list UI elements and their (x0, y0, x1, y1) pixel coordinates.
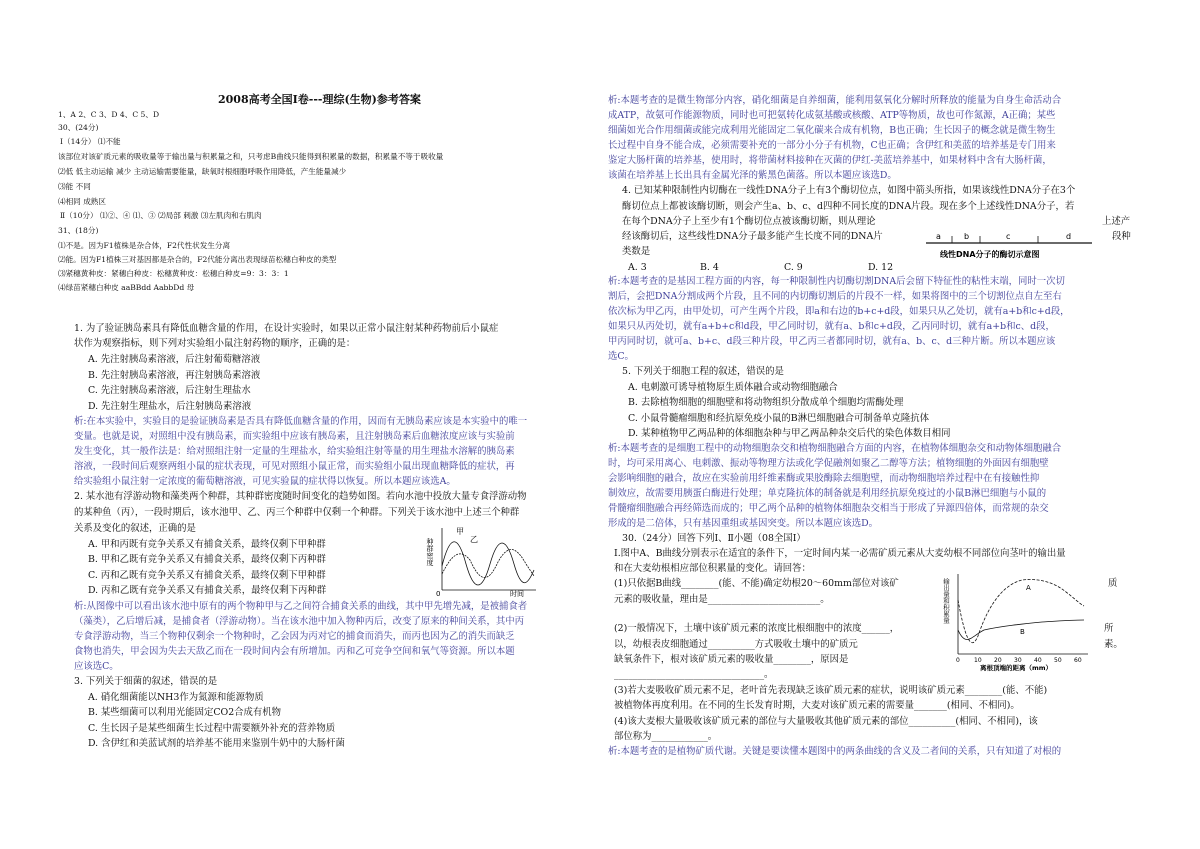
question-line: 被植物体再度利用。在不同的生长发育时期，大麦对该矿质元素的需要量_______(相同、不相同)。 (614, 700, 1020, 711)
x-tick: 50 (1054, 657, 1062, 664)
answer-line: ⑶紧穗黄种皮：紧穗白种皮：松穗黄种皮：松穗白种皮=9：3：3：1 (58, 269, 289, 278)
option-a: A. 甲和丙既有竞争关系又有捕食关系，最终仅剩下甲种群 (88, 539, 326, 550)
option-b: B. 4 (700, 262, 719, 273)
answer-line: Ⅱ（10分） ⑴②、④ ⑴、③ ⑵局部 刺激 ⑶左肌肉和右肌肉 (60, 211, 262, 220)
answer-title: 2008高考全国Ⅰ卷---理综(生物)参考答案 (218, 93, 421, 106)
analysis-line: 析:从图像中可以看出该水池中原有的两个物种甲与乙之间符合捕食关系的曲线，其中甲先增先减，是被捕食者 (74, 601, 528, 612)
answer-line: 31、(18分) (58, 226, 99, 235)
curve-label-a: A (1026, 584, 1031, 592)
question-stem: 酶切位点上都被该酶切断，则会产生a、b、c、d四种不同长度的DNA片段。现在多个上述线性DNA分子，若 (622, 201, 1075, 212)
question-line: Ⅰ.图中A、B曲线分别表示在适宜的条件下，一定时间内某一必需矿质元素从大麦幼根不同部位向茎叶的输出量 (614, 548, 1066, 559)
question-stem: 5. 下列关于细胞工程的叙述，错误的是 (622, 366, 784, 377)
question-line: 部位称为____________。 (614, 731, 718, 742)
curve-label-b: B (1020, 628, 1025, 636)
analysis-line: 割后，会把DNA分割成两个片段，且不同的内切酶切割后的片段不一样，如果将图中的三个切割位点自左至右 (608, 291, 1062, 302)
question-stem: 1. 为了验证胰岛素具有降低血糖含量的作用，在设计实验时，如果以正常小鼠注射某种药物前后小鼠症 (74, 323, 499, 334)
x-tick: 40 (1034, 657, 1042, 664)
analysis-line: 该菌在培养基上长出具有金属光泽的紫黑色菌落。所以本题应该选D。 (608, 170, 897, 181)
option-d: D. 含伊红和美蓝试剂的培养基不能用来鉴别牛奶中的大肠杆菌 (88, 738, 345, 749)
analysis-line: 成ATP，故氨可作能源物质，同时也可把氨转化成氨基酸或核酸、ATP等物质，故也可作氮源，A正确；某些 (608, 110, 1056, 121)
analysis-line: 如果只从丙处切，就有a+b+c和d段，甲乙同时切，就有a、b和c+d段，乙丙同时切，就有a+b和c、d段， (608, 321, 1055, 332)
option-c: C. 9 (784, 262, 803, 273)
fragment-label-c: c (1006, 232, 1011, 241)
analysis-line: 析:本题考查的是植物矿质代谢。关键是要读懂本题图中的两条曲线的含义及二者间的关系，只有知道了对根的 (608, 746, 1062, 757)
analysis-line: 制效应，故需要用胰蛋白酶进行处理；单克隆抗体的制备就是利用经抗原免疫过的小鼠B淋巴细胞与小鼠的 (608, 488, 1047, 499)
question-stem: 3. 下列关于细菌的叙述，错误的是 (74, 676, 218, 687)
question-line: 缺氧条件下，根对该矿质元素的吸收量________，原因是 (614, 654, 849, 665)
question-stem: 4. 已知某种限制性内切酶在一线性DNA分子上有3个酶切位点，如图中箭头所指，如果该线性DNA分子在3个 (622, 185, 1076, 196)
series-label-yi: 乙 (470, 535, 478, 544)
analysis-line: 发生变化，其一般作法是：给对照组注射一定量的生理盐水，给实验组注射等量的用生理盐水溶解的胰岛素 (74, 446, 515, 457)
analysis-line: 析:本题考查的是细胞工程中的动物细胞杂交和植物细胞融合方面的内容，在植物体细胞杂交和动物体细胞融合 (608, 443, 1062, 454)
option-a: A. 3 (628, 262, 647, 273)
question-line: 元素的吸收量，理由是________________________。 (614, 594, 830, 605)
dna-cut-figure (920, 226, 1098, 262)
option-c: C. 先注射胰岛素溶液，后注射生理盐水 (88, 385, 251, 396)
question-stem: 经该酶切后，这些线性DNA分子最多能产生长度不同的DNA片 (622, 231, 883, 242)
option-a: A. 电刺激可诱导植物原生质体融合或动物细胞融合 (628, 382, 838, 393)
question-stem: 2. 某水池有浮游动物和藻类两个种群，其种群密度随时间变化的趋势如图。若向水池中投放大量专食浮游动物 (74, 491, 527, 502)
question-header: 30.（24分）回答下列Ⅰ、Ⅱ小题（08全国Ⅰ） (622, 533, 806, 544)
answer-line: Ⅰ（14分） ⑴不能 (60, 137, 121, 146)
question-stem: 在每个DNA分子上至少有1个酶切位点被该酶切断，则从理论 (622, 216, 876, 227)
analysis-line: 形成的是二倍体，只有基因重组或基因突变。所以本题应该选D。 (608, 518, 879, 529)
analysis-line: 食物也消失，甲会因为失去天敌乙而在一段时间内会有所增加。丙和乙可竞争空间和氧气等资源。所以本题 (74, 646, 515, 657)
option-c: C. 小鼠骨髓瘤细胞和经抗原免疫小鼠的B淋巴细胞融合可制备单克隆抗体 (628, 413, 929, 424)
analysis-line: 给实验组小鼠注射一定浓度的葡萄糖溶液，可见实验鼠的症状得以恢复。所以本题应该选A。 (74, 476, 456, 487)
analysis-line: （藻类），乙后增后减，是捕食者（浮游动物）。当在该水池中加入物种丙后，改变了原来的种间关系，其中丙 (74, 616, 524, 627)
x-axis-label: 时间 (510, 590, 524, 598)
answer-line: ⑶能 不同 (58, 182, 91, 191)
question-stem-tail: 上述产 (1102, 216, 1131, 227)
question-line: 以，幼根表皮细胞通过__________方式吸收土壤中的矿质元 (614, 639, 858, 650)
analysis-line: 骨髓瘤细胞融合再经筛选而成的；甲乙两个品种的植物体细胞杂交相当于形成了异源四倍体，而常规的杂交 (608, 503, 1049, 514)
option-b: B. 某些细菌可以利用光能固定CO2合成有机物 (88, 707, 282, 718)
question-line: (4)该大麦根大量吸收该矿质元素的部位与大量吸收其他矿质元素的部位__________(相同、不相同)，该 (614, 716, 1038, 727)
option-d: D. 丙和乙既有竞争关系又有捕食关系，最终仅剩下丙种群 (88, 585, 327, 596)
analysis-line: 析:在本实验中，实验目的是验证胰岛素是否具有降低血糖含量的作用，因而有无胰岛素应该是本实验中的唯一 (74, 416, 528, 427)
question-stem: 状作为观察指标，则下列对实验组小鼠注射药物的顺序，正确的是： (74, 338, 356, 349)
option-d: D. 某种植物甲乙两品种的体细胞杂种与甲乙两品种杂交后代的染色体数目相同 (628, 428, 951, 439)
question-line: (2)一般情况下，土壤中该矿质元素的浓度比根细胞中的浓度______， (614, 623, 900, 634)
fragment-label-b: b (964, 232, 970, 241)
curve-yi (442, 549, 534, 577)
question-stem: 类数是 (622, 246, 651, 257)
series-label-jia: 甲 (456, 527, 464, 536)
question-stem: 的某种鱼（丙），一段时期后，该水池甲、乙、丙三个种群中仅剩一个种群。下列关于该水池中上述三个种群 (74, 507, 520, 518)
question-line-tail: 质 (1108, 578, 1118, 589)
question-line: 和在大麦幼根相应部位积累量的变化。请回答： (614, 563, 811, 574)
analysis-line: 依次标为甲乙丙，由甲处切，可产生两个片段，即a和右边的b+c+d段，如果只从乙处切，就有a+b和c+d段， (608, 306, 1070, 317)
analysis-line: 溶液，一段时间后观察两组小鼠的症状表现，可见对照组小鼠正常，而实验组小鼠出现血糖降低的症状，再 (74, 461, 515, 472)
question-stem: 关系及变化的叙述，正确的是 (74, 523, 196, 534)
analysis-line: 析:本题考查的是微生物部分内容，硝化细菌是自养细菌，能利用氨氧化分解时所释放的能量为自身生命活动合 (608, 95, 1062, 106)
option-c: C. 丙和乙既有竞争关系又有捕食关系，最终仅剩下甲种群 (88, 570, 326, 581)
option-a: A. 硝化细菌能以NH3作为氮源和能源物质 (88, 692, 264, 703)
analysis-line: 细菌如光合作用细菌或能完成利用光能固定二氧化碳来合成有机物，B也正确；生长因子的概念就是微生物生 (608, 125, 1056, 136)
analysis-line: 析:本题考查的是基因工程方面的内容，每一种限制性内切酶切割DNA后会留下特征性的粘性末端，同时一次切 (608, 276, 1065, 287)
option-b: B. 甲和乙既有竞争关系又有捕食关系，最终仅剩下丙种群 (88, 554, 326, 565)
answer-line: ⑷相同 成熟区 (58, 197, 106, 206)
answer-line: ⑵能。因为F1植株三对基因都是杂合的，F2代能分离出表现绿苗松穗白种皮的类型 (58, 255, 337, 264)
root-uptake-figure (942, 570, 1094, 670)
analysis-line: 会影响细胞的融合，故应在实验前用纤维素酶或果胶酶除去细胞壁，而动物细胞培养过程中在有接触性抑 (608, 473, 1040, 484)
option-a: A. 先注射胰岛素溶液，后注射葡萄糖溶液 (88, 354, 261, 365)
option-d: D. 12 (868, 262, 894, 273)
option-d: D. 先注射生理盐水，后注射胰岛素溶液 (88, 401, 252, 412)
analysis-line: 鉴定大肠杆菌的培养基，使用时，将带菌材料接种在灭菌的伊红-美蓝培养基中，如果材料中含有大肠杆菌， (608, 155, 1052, 166)
y-axis-label: 输出量和积累量 (942, 578, 950, 624)
option-c: C. 生长因子是某些细菌生长过程中需要额外补充的营养物质 (88, 723, 336, 734)
x-tick: 10 (974, 657, 982, 664)
question-line: (3)若大麦吸收矿质元素不足，老叶首先表现缺乏该矿质元素的症状，说明该矿质元素________(能、不能) (614, 685, 1048, 696)
analysis-line: 甲丙同时切，就可a、b+c、d段三种片段，甲乙丙三者都同时切，就有a、b、c、d三种片断。所以本题应该 (608, 336, 1056, 347)
analysis-line: 应该选C。 (74, 661, 119, 672)
answer-line: 该部位对该矿质元素的吸收量等于输出量与积累量之和，只考虑B曲线只能得到积累量的数据，积累量不等于吸收量 (58, 152, 444, 161)
question-line: (1)只依据B曲线________(能、不能)确定幼根20～60mm部位对该矿 (614, 578, 899, 589)
origin-label: 0 (436, 590, 441, 598)
x-tick: 30 (1014, 657, 1022, 664)
x-tick: 60 (1074, 657, 1082, 664)
analysis-line: 专食浮游动物，当三个物种仅剩余一个物种时，乙会因为丙对它的捕食而消失，而丙也因为乙的消失而缺乏 (74, 631, 515, 642)
answer-line: ⑴不是。因为F1植株是杂合体，F2代性状发生分离 (58, 241, 231, 250)
fragment-label-d: d (1066, 232, 1072, 241)
answer-line: ⑵低 低主动运输 减少 主动运输需要能量，缺氧时根细胞呼吸作用降低，产生能量减少 (58, 167, 347, 176)
figure-caption: 线性DNA分子的酶切示意图 (940, 250, 1040, 259)
curve-jia (442, 542, 534, 585)
analysis-line: 变量。也就是说，对照组中没有胰岛素，而实验组中应该有胰岛素，且注射胰岛素后血糖浓度应该与实验前 (74, 431, 515, 442)
answer-line: 1、A 2、C 3、D 4、C 5、D (58, 110, 160, 119)
question-line-tail: 素。 (1104, 639, 1123, 650)
x-tick: 0 (956, 657, 960, 664)
option-b: B. 先注射胰岛素溶液，再注射胰岛素溶液 (88, 370, 261, 381)
option-b: B. 去除植物细胞的细胞壁和将动物组织分散成单个细胞均需酶处理 (628, 397, 904, 408)
analysis-line: 长过程中自身不能合成，必须需要补充的一部分小分子有机物，C也正确；含伊红和美蓝的培养基是专门用来 (608, 140, 1056, 151)
analysis-line: 选C。 (608, 351, 634, 362)
question-stem-tail: 段种 (1112, 231, 1131, 242)
answer-line: 30、(24分) (58, 123, 99, 132)
fragment-label-a: a (936, 232, 941, 241)
analysis-line: 时，均可采用离心、电刺激、振动等物理方法或化学促融剂如聚乙二醇等方法；植物细胞的外面因有细胞壁 (608, 458, 1049, 469)
question-line-tail: 所 (1104, 623, 1114, 634)
x-axis-label: 离根顶端的距离（mm） (980, 664, 1053, 672)
question-line: ________________________________。 (614, 669, 774, 680)
y-axis-label: 种群密度 (426, 538, 434, 566)
population-density-figure (426, 524, 540, 598)
x-tick: 20 (994, 657, 1002, 664)
answer-line: ⑷绿苗紧穗白种皮 aaBBdd AabbDd 母 (58, 283, 195, 292)
